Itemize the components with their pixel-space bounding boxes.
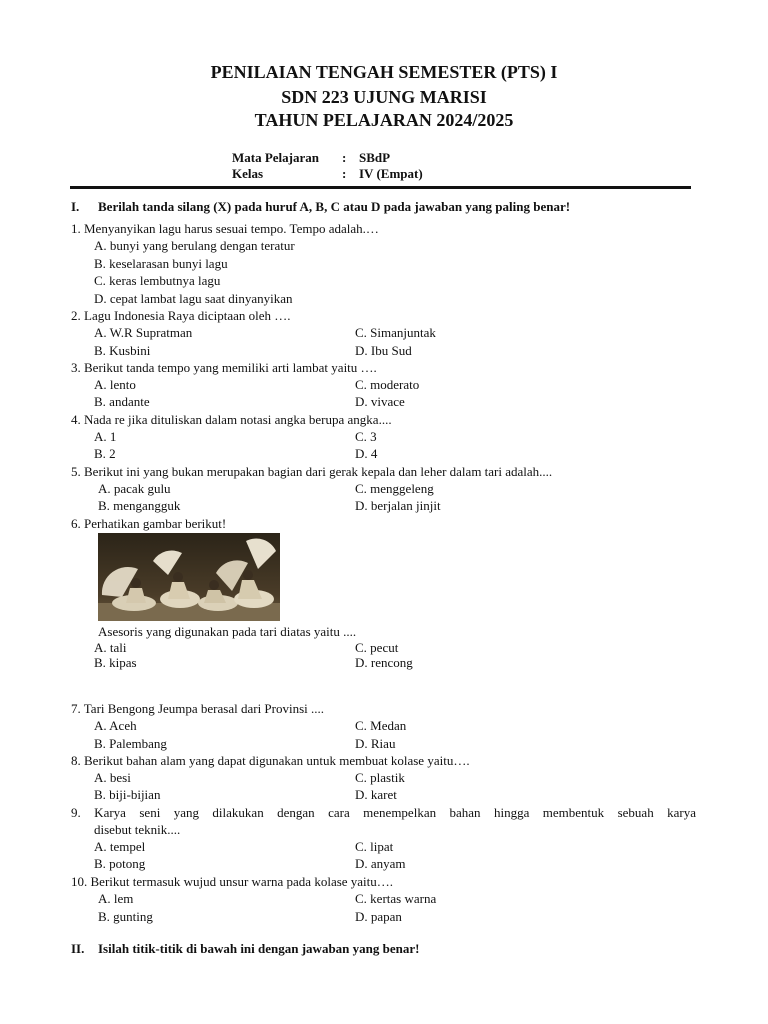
class-colon: : xyxy=(342,166,347,181)
question-7: 7. Tari Bengong Jeumpa berasal dari Provinsi .... xyxy=(71,701,325,716)
question-7-option-b: B. Palembang xyxy=(94,736,167,751)
question-3-option-d: D. vivace xyxy=(355,394,405,409)
question-7-option-a: A. Aceh xyxy=(94,718,137,733)
subject-label: Mata Pelajaran xyxy=(232,150,320,165)
class-value: IV (Empat) xyxy=(359,166,423,181)
question-2-option-d: D. Ibu Sud xyxy=(355,343,412,358)
question-8-option-d: D. karet xyxy=(355,787,397,802)
question-4: 4. Nada re jika dituliskan dalam notasi angka berupa angka.... xyxy=(71,412,392,427)
question-7-option-d: D. Riau xyxy=(355,736,396,751)
question-7-option-c: C. Medan xyxy=(355,718,407,733)
question-5-option-d: D. berjalan jinjit xyxy=(355,498,441,513)
exam-title: PENILAIAN TENGAH SEMESTER (PTS) I xyxy=(210,62,558,82)
school-name: SDN 223 UJUNG MARISI xyxy=(281,87,487,107)
question-2-option-a: A. W.R Supratman xyxy=(94,325,193,340)
question-1-option-d: D. cepat lambat lagu saat dinyanyikan xyxy=(94,291,293,306)
question-6-option-d: D. rencong xyxy=(355,655,413,670)
question-9-continuation: disebut teknik.... xyxy=(94,822,181,837)
question-4-option-a: A. 1 xyxy=(94,429,117,444)
question-9-option-a: A. tempel xyxy=(94,839,146,854)
question-8-option-b: B. biji-bijian xyxy=(94,787,161,802)
section-1-number: I. xyxy=(71,199,80,214)
question-3-option-c: C. moderato xyxy=(355,377,420,392)
question-1-option-b: B. keselarasan bunyi lagu xyxy=(94,256,228,271)
subject-colon: : xyxy=(342,150,347,165)
question-6-option-a: A. tali xyxy=(94,640,127,655)
question-6-subtext: Asesoris yang digunakan pada tari diatas yaitu .... xyxy=(98,624,357,639)
question-2-option-c: C. Simanjuntak xyxy=(355,325,436,340)
question-10-option-b: B. gunting xyxy=(98,909,153,924)
question-5-option-c: C. menggeleng xyxy=(355,481,434,496)
question-6-option-b: B. kipas xyxy=(94,655,137,670)
question-3: 3. Berikut tanda tempo yang memiliki arti lambat yaitu …. xyxy=(71,360,377,375)
question-5: 5. Berikut ini yang bukan merupakan bagian dari gerak kepala dan leher dalam tari adalah.... xyxy=(71,464,553,479)
question-9-option-b: B. potong xyxy=(94,856,146,871)
question-2: 2. Lagu Indonesia Raya diciptaan oleh …. xyxy=(71,308,291,323)
question-1-option-c: C. keras lembutnya lagu xyxy=(94,273,221,288)
question-6: 6. Perhatikan gambar berikut! xyxy=(71,516,227,531)
question-3-option-a: A. lento xyxy=(94,377,136,392)
question-10-option-d: D. papan xyxy=(355,909,402,924)
question-9: 9. Karya seni yang dilakukan dengan cara menempelkan bahan hingga membentuk sebuah karya xyxy=(71,805,696,820)
question-4-option-d: D. 4 xyxy=(355,446,378,461)
question-4-option-b: B. 2 xyxy=(94,446,116,461)
fan-dance-photo xyxy=(98,533,280,621)
question-10: 10. Berikut termasuk wujud unsur warna pada kolase yaitu…. xyxy=(71,874,394,889)
question-8-option-c: C. plastik xyxy=(355,770,405,785)
question-2-option-b: B. Kusbini xyxy=(94,343,151,358)
section-1-instruction: Berilah tanda silang (X) pada huruf A, B, C atau D pada jawaban yang paling benar! xyxy=(98,199,571,214)
question-3-option-b: B. andante xyxy=(94,394,150,409)
academic-year: TAHUN PELAJARAN 2024/2025 xyxy=(254,110,514,130)
question-8: 8. Berikut bahan alam yang dapat digunakan untuk membuat kolase yaitu…. xyxy=(71,753,470,768)
subject-value: SBdP xyxy=(359,150,391,165)
question-6-option-c: C. pecut xyxy=(355,640,399,655)
question-9-option-c: C. lipat xyxy=(355,839,394,854)
question-5-option-a: A. pacak gulu xyxy=(98,481,171,496)
question-1: 1. Menyanyikan lagu harus sesuai tempo. Tempo adalah.… xyxy=(71,221,379,236)
question-5-option-b: B. mengangguk xyxy=(98,498,181,513)
question-1-option-a: A. bunyi yang berulang dengan teratur xyxy=(94,238,295,253)
question-8-option-a: A. besi xyxy=(94,770,131,785)
class-label: Kelas xyxy=(232,166,264,181)
header-divider xyxy=(70,186,691,189)
question-10-option-a: A. lem xyxy=(98,891,134,906)
question-10-option-c: C. kertas warna xyxy=(355,891,437,906)
section-2-instruction: Isilah titik-titik di bawah ini dengan jawaban yang benar! xyxy=(98,941,420,956)
question-9-option-d: D. anyam xyxy=(355,856,406,871)
question-4-option-c: C. 3 xyxy=(355,429,377,444)
section-2-number: II. xyxy=(71,941,85,956)
